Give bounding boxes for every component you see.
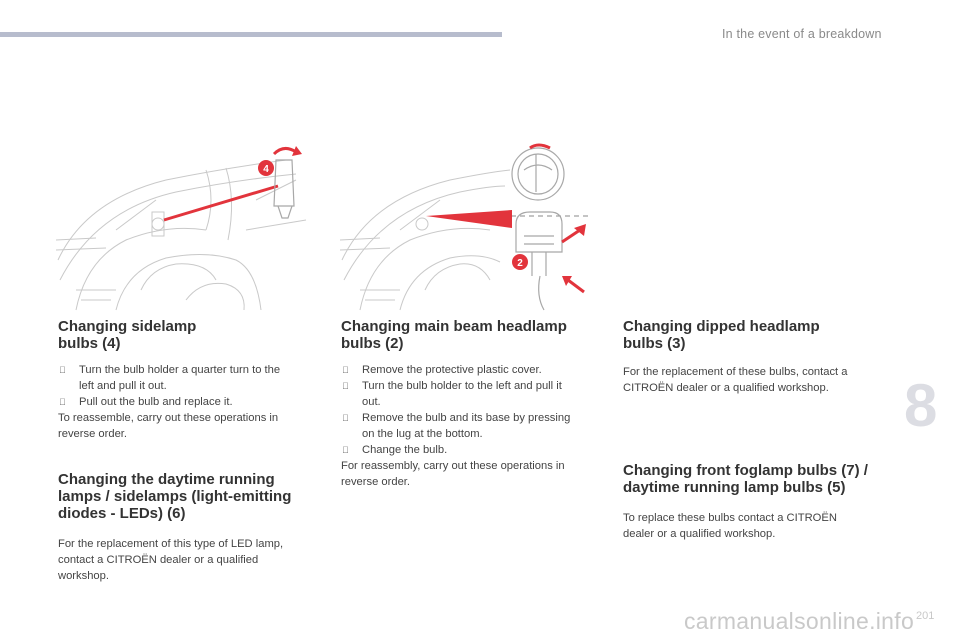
list-item	[341, 410, 603, 442]
heading-line: Changing dipped headlamp	[623, 318, 820, 335]
step-text: Remove the bulb and its base by pressing	[362, 412, 571, 424]
step-text: Pull out the bulb and replace it.	[79, 396, 233, 408]
checkbox-bullet-icon	[59, 394, 66, 410]
section-heading	[341, 318, 603, 352]
section-foglamp	[623, 462, 885, 542]
heading-line: bulbs (3)	[623, 335, 686, 352]
section-dipped	[623, 318, 885, 396]
heading-line: Changing main beam headlamp	[341, 318, 567, 335]
step-text: left and pull it out.	[79, 380, 167, 392]
headlamp-diagram-left	[56, 140, 308, 312]
main-beam-illustration	[340, 140, 592, 312]
steps-list	[341, 362, 603, 458]
section-heading	[623, 462, 885, 496]
list-item	[341, 442, 603, 458]
section-text: For the replacement of this type of LED lamp, contact a CITROËN dealer or a qualified workshop.	[58, 538, 284, 582]
list-item	[341, 362, 603, 378]
sidelamp-illustration	[56, 140, 308, 312]
list-item	[341, 378, 603, 410]
section-heading	[58, 471, 320, 522]
callout-number: 4	[263, 164, 269, 175]
heading-line: diodes - LEDs) (6)	[58, 505, 186, 522]
heading-line: lamps / sidelamps (light-emitting	[58, 488, 292, 505]
page-number: 201	[916, 610, 935, 622]
headlamp-diagram-middle	[340, 140, 592, 312]
heading-line: daytime running lamp bulbs (5)	[623, 479, 846, 496]
section-text: To replace these bulbs contact a CITROËN dealer or a qualified workshop.	[623, 512, 837, 540]
step-text: Remove the protective plastic cover.	[362, 364, 542, 376]
heading-line: bulbs (4)	[58, 335, 121, 352]
checkbox-bullet-icon	[342, 362, 349, 378]
step-text: on the lug at the bottom.	[362, 428, 483, 440]
reassembly-note: For reassembly, carry out these operations in reverse order.	[341, 460, 565, 488]
list-item	[58, 362, 320, 394]
checkbox-bullet-icon	[59, 362, 66, 378]
heading-line: Changing front foglamp bulbs (7) /	[623, 462, 868, 479]
heading-line: Changing sidelamp	[58, 318, 197, 335]
heading-line: bulbs (2)	[341, 335, 404, 352]
step-text: Turn the bulb holder a quarter turn to the	[79, 364, 281, 376]
section-heading	[58, 318, 320, 352]
section-drl	[58, 471, 320, 584]
list-item	[58, 394, 320, 410]
section-sidelamp	[58, 318, 320, 442]
chapter-number: 8	[904, 372, 938, 439]
step-text: out.	[362, 396, 381, 408]
checkbox-bullet-icon	[342, 410, 349, 426]
section-text: For the replacement of these bulbs, contact a CITROËN dealer or a qualified workshop.	[623, 366, 848, 394]
checkbox-bullet-icon	[342, 442, 349, 458]
checkbox-bullet-icon	[342, 378, 349, 394]
chapter-title: In the event of a breakdown	[722, 27, 882, 41]
header-accent-bar	[0, 32, 502, 37]
step-text: Turn the bulb holder to the left and pull it	[362, 380, 562, 392]
step-text: Change the bulb.	[362, 444, 448, 456]
callout-number: 2	[517, 258, 523, 269]
watermark: carmanualsonline.info	[684, 608, 915, 634]
section-heading	[623, 318, 885, 352]
steps-list	[58, 362, 320, 410]
section-main-beam	[341, 318, 603, 490]
reassembly-note: To reassemble, carry out these operations in reverse order.	[58, 412, 279, 440]
heading-line: Changing the daytime running	[58, 471, 275, 488]
